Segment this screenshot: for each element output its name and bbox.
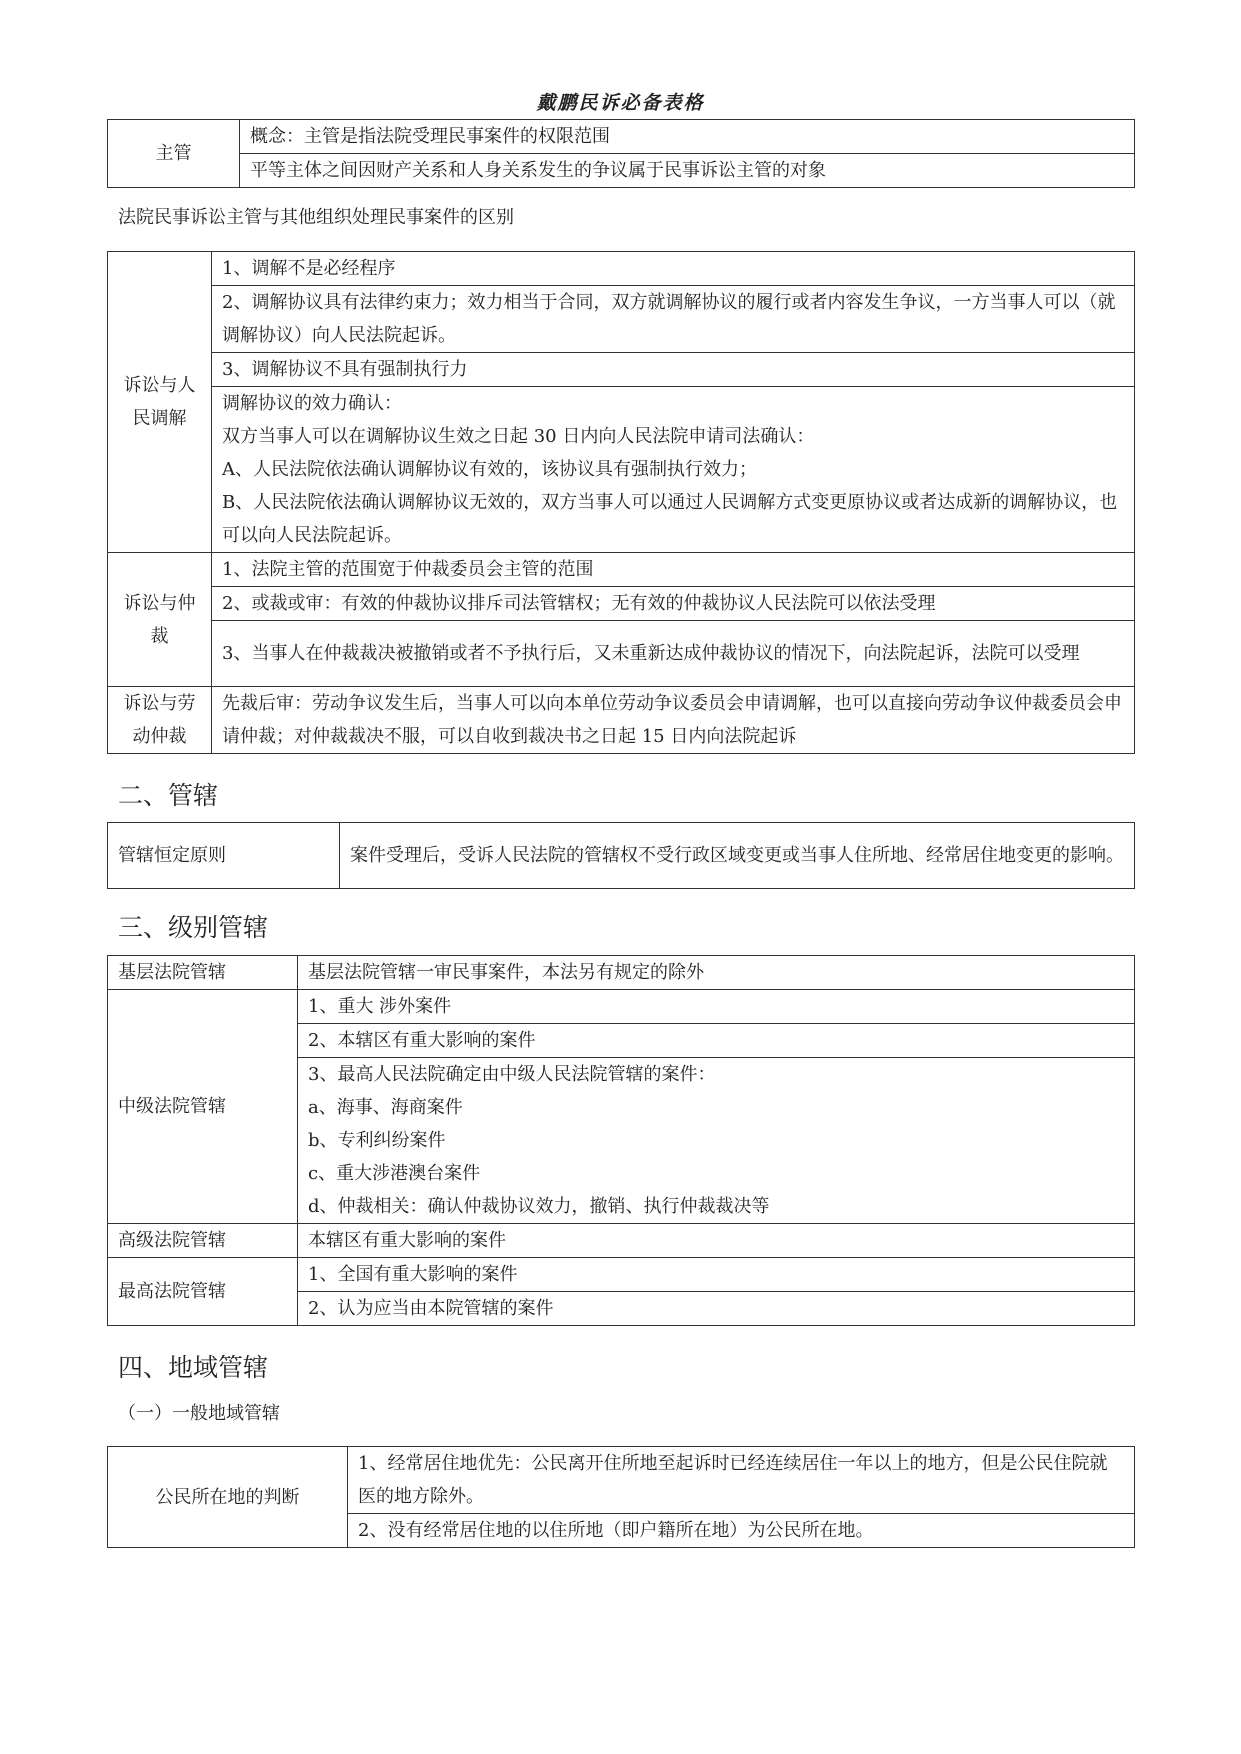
table-row: 2、认为应当由本院管辖的案件 [298, 1292, 1135, 1326]
table-row: 1、重大 涉外案件 [298, 990, 1135, 1024]
row-label-high-court: 高级法院管辖 [108, 1224, 298, 1258]
table-row: 3、当事人在仲裁裁决被撤销或者不予执行后，又未重新达成仲裁协议的情况下，向法院起诉，法院可以受理 [212, 621, 1135, 687]
case-line: a、海事、海商案件 [308, 1097, 463, 1118]
table-row: 基层法院管辖一审民事案件，本法另有规定的除外 [298, 956, 1135, 990]
row-label-constant-jurisdiction: 管辖恒定原则 [108, 823, 340, 889]
page-header: 戴鹏民诉必备表格 [536, 92, 705, 114]
table-perpetuatio-fori [107, 822, 1135, 889]
confirm-line: 双方当事人可以在调解协议生效之日起 30 日内向人民法院申请司法确认： [222, 426, 815, 447]
table-row [212, 387, 1135, 553]
table-row: 2、调解协议具有法律约束力；效力相当于合同，双方就调解协议的履行或者内容发生争议，一方当事人可以（就调解协议）向人民法院起诉。 [212, 286, 1135, 353]
table-row: 平等主体之间因财产关系和人身关系发生的争议属于民事诉讼主管的对象 [240, 154, 1135, 188]
table-row: 案件受理后，受诉人民法院的管辖权不受行政区域变更或当事人住所地、经常居住地变更的影响。 [340, 823, 1135, 889]
row-label-labor: 诉讼与劳动仲裁 [108, 687, 212, 754]
table-row [298, 1058, 1135, 1224]
table-row: 本辖区有重大影响的案件 [298, 1224, 1135, 1258]
row-label-arbitration: 诉讼与仲裁 [108, 553, 212, 687]
table-jurisdiction-concept [107, 119, 1135, 188]
section-title-jurisdiction: 二、管辖 [118, 781, 219, 810]
table-row: 概念：主管是指法院受理民事案件的权限范围 [240, 120, 1135, 154]
table-row: 1、全国有重大影响的案件 [298, 1258, 1135, 1292]
table-level-jurisdiction [107, 955, 1135, 1326]
table-citizen-domicile [107, 1446, 1135, 1548]
row-label-zhuguan: 主管 [108, 120, 240, 188]
confirm-line: A、人民法院依法确认调解协议有效的，该协议具有强制执行效力； [222, 459, 757, 480]
table-row: 先裁后审：劳动争议发生后，当事人可以向本单位劳动争议委员会申请调解，也可以直接向劳动争议仲裁委员会申请仲裁；对仲裁裁决不服，可以自收到裁决书之日起 15 日内向法院起诉 [212, 687, 1135, 754]
case-line: c、重大涉港澳台案件 [308, 1163, 481, 1184]
table-row: 1、调解不是必经程序 [212, 252, 1135, 286]
table-caption: 法院民事诉讼主管与其他组织处理民事案件的区别 [118, 207, 514, 228]
table-row: 1、法院主管的范围宽于仲裁委员会主管的范围 [212, 553, 1135, 587]
row-label-intermediate-court: 中级法院管辖 [108, 990, 298, 1224]
case-line: d、仲裁相关：确认仲裁协议效力，撤销、执行仲裁裁决等 [308, 1196, 770, 1217]
confirm-line: B、人民法院依法确认调解协议无效的，双方当事人可以通过人民调解方式变更原协议或者达成新的调解协议，也可以向人民法院起诉。 [222, 492, 1118, 546]
row-label-basic-court: 基层法院管辖 [108, 956, 298, 990]
case-line: 3、最高人民法院确定由中级人民法院管辖的案件： [308, 1064, 716, 1085]
table-row: 2、没有经常居住地的以住所地（即户籍所在地）为公民所在地。 [348, 1514, 1135, 1548]
row-label-citizen-domicile: 公民所在地的判断 [108, 1447, 348, 1548]
section-title-territorial-jurisdiction: 四、地域管辖 [118, 1353, 269, 1382]
table-row: 2、或裁或审：有效的仲裁协议排斥司法管辖权；无有效的仲裁协议人民法院可以依法受理 [212, 587, 1135, 621]
section-title-level-jurisdiction: 三、级别管辖 [118, 913, 269, 942]
confirm-line: 调解协议的效力确认： [222, 393, 402, 414]
row-label-supreme-court: 最高法院管辖 [108, 1258, 298, 1326]
table-row: 1、经常居住地优先：公民离开住所地至起诉时已经连续居住一年以上的地方，但是公民住院就医的地方除外。 [348, 1447, 1135, 1514]
subsection-title-general: （一）一般地域管辖 [118, 1403, 280, 1424]
table-row: 2、本辖区有重大影响的案件 [298, 1024, 1135, 1058]
row-label-mediation: 诉讼与人民调解 [108, 252, 212, 553]
table-row: 3、调解协议不具有强制执行力 [212, 353, 1135, 387]
case-line: b、专利纠纷案件 [308, 1130, 446, 1151]
table-differences [107, 251, 1135, 754]
